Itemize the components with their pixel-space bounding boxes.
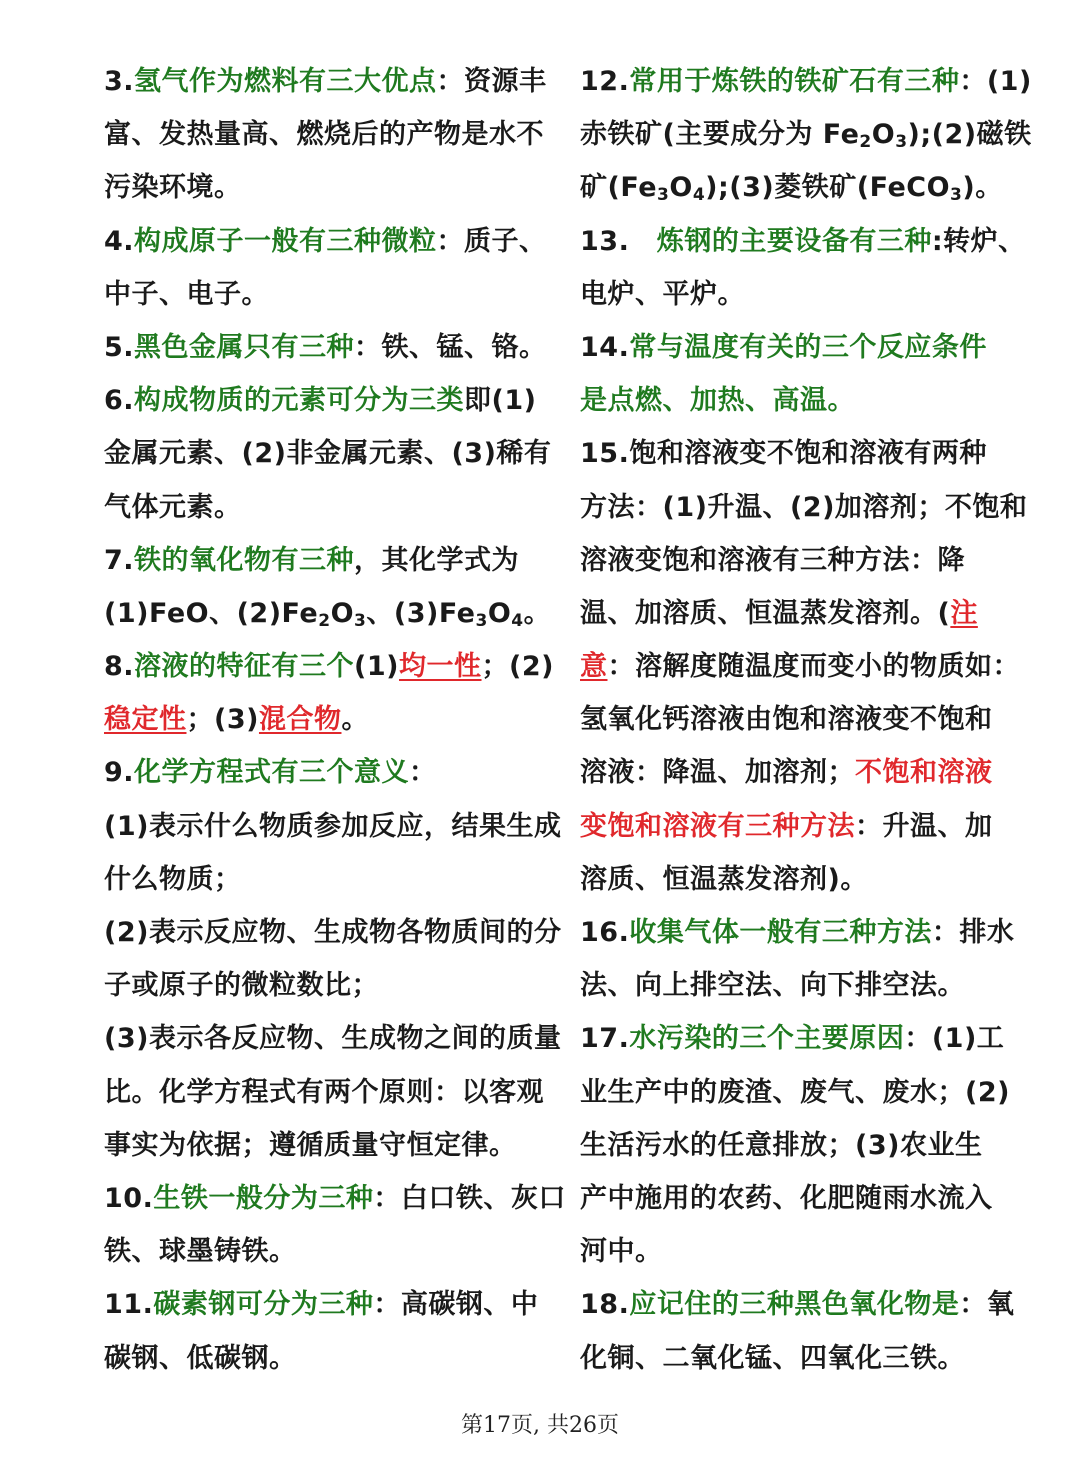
keyword-highlight: 溶液的特征有三个	[134, 651, 355, 683]
text-line	[104, 906, 566, 959]
text-line	[580, 1332, 1030, 1385]
emphasis-red-underlined: 均一性	[399, 651, 482, 683]
item-s17	[580, 1012, 1030, 1278]
text-line	[580, 481, 1030, 534]
text-segment: 方法：(1)升温、(2)加溶剂；不饱和	[580, 491, 1028, 523]
item-s9	[104, 746, 566, 1172]
text-line	[104, 853, 566, 906]
text-segment: 化铜、二氧化锰、四氧化三铁。	[580, 1342, 965, 1374]
text-line	[580, 55, 1030, 108]
emphasis-red-underlined: 注	[950, 597, 978, 629]
emphasis-red: 变饱和溶液有三种方法	[580, 810, 855, 842]
text-segment: 8.	[104, 651, 135, 683]
keyword-highlight: 氢气作为燃料有三大优点	[134, 66, 437, 97]
text-segment: 溶质、恒温蒸发溶剂)。	[580, 863, 868, 895]
text-segment: 溶液：降温、加溶剂；	[580, 757, 855, 789]
text-segment: (2)表示反应物、生成物各物质间的分	[104, 917, 562, 948]
text-segment: 富、发热量高、燃烧后的产物是水不	[104, 119, 544, 151]
subscript: 3	[895, 132, 908, 153]
text-line	[104, 1012, 566, 1065]
text-segment: 温、加溶质、恒温蒸发溶剂。(	[580, 597, 951, 629]
keyword-highlight: 炼钢的主要设备有三种	[656, 225, 932, 257]
text-segment: 13.	[580, 225, 657, 257]
text-line	[104, 215, 566, 268]
text-line	[580, 1278, 1030, 1331]
text-segment: ；(2)	[481, 651, 554, 683]
text-segment: O	[669, 172, 693, 204]
text-line	[104, 640, 566, 693]
text-segment: )。	[962, 172, 1003, 204]
text-segment: 什么物质；	[104, 863, 242, 895]
text-segment: ：	[409, 757, 437, 789]
text-line	[580, 321, 1030, 374]
keyword-highlight: 是点燃、加热、高温。	[580, 385, 855, 417]
text-segment: 气体元素。	[104, 491, 242, 523]
keyword-highlight: 水污染的三个主要原因	[629, 1023, 905, 1055]
text-segment: 9.	[104, 757, 135, 789]
text-line	[104, 959, 566, 1012]
emphasis-red-underlined: 稳定性	[104, 704, 187, 736]
text-segment: 。	[341, 704, 369, 736]
text-line	[104, 587, 566, 640]
text-segment: ：高碳钢、中	[373, 1289, 539, 1321]
text-segment: 12.	[580, 66, 630, 97]
keyword-highlight: 应记住的三种黑色氧化物是	[629, 1289, 960, 1321]
text-segment: 中子、电子。	[104, 278, 269, 310]
text-line	[580, 1066, 1030, 1119]
text-line	[580, 1119, 1030, 1172]
item-s8	[104, 640, 566, 746]
emphasis-red-underlined: 混合物	[258, 704, 342, 736]
text-segment: 河中。	[580, 1236, 663, 1268]
text-line	[580, 1225, 1030, 1278]
item-s12	[580, 55, 1030, 215]
text-line	[104, 374, 566, 427]
text-line	[104, 693, 566, 746]
text-segment: 比。化学方程式有两个原则：以客观	[104, 1076, 544, 1108]
text-line	[104, 1278, 566, 1331]
item-s11	[104, 1278, 566, 1384]
text-segment: O	[330, 597, 355, 629]
subscript: 3	[657, 185, 670, 206]
text-segment: 6.	[104, 385, 135, 417]
text-line	[580, 108, 1030, 161]
text-segment: (1)FeO、(2)Fe	[104, 597, 319, 629]
text-segment: 。	[523, 597, 552, 629]
text-line	[580, 215, 1030, 268]
text-line	[580, 640, 1030, 693]
text-segment: 16.	[580, 917, 630, 948]
text-segment: ：白口铁、灰口	[373, 1182, 566, 1214]
text-segment: :转炉、	[931, 225, 1026, 257]
subscript: 3	[354, 610, 367, 631]
text-line	[580, 161, 1030, 214]
item-s4	[104, 215, 566, 321]
text-segment: ：铁、锰、铬。	[354, 331, 547, 363]
subscript: 2	[859, 132, 872, 153]
text-line	[104, 55, 566, 108]
text-segment: (1)	[354, 651, 400, 683]
text-line	[580, 906, 1030, 959]
text-segment: 5.	[104, 331, 135, 363]
text-segment: 污染环境。	[104, 172, 242, 204]
item-s3	[104, 55, 566, 215]
subscript: 2	[318, 610, 331, 631]
emphasis-red: 不饱和溶液	[855, 757, 993, 789]
text-segment: 碳钢、低碳钢。	[104, 1342, 297, 1374]
text-segment: (1)表示什么物质参加反应，结果生成	[104, 810, 562, 842]
text-segment: 产中施用的农药、化肥随雨水流入	[580, 1182, 993, 1214]
text-segment: 生活污水的任意排放；(3)农业生	[580, 1129, 983, 1161]
text-line	[104, 161, 566, 214]
text-segment: 法、向上排空法、向下排空法。	[580, 970, 965, 1002]
text-line	[580, 427, 1030, 480]
text-segment: 氢氧化钙溶液由饱和溶液变不饱和	[580, 704, 993, 736]
item-s18	[580, 1278, 1030, 1384]
keyword-highlight: 常与温度有关的三个反应条件	[629, 331, 987, 363]
text-segment: 矿(Fe	[580, 172, 658, 204]
text-segment: ：氧	[959, 1289, 1015, 1321]
item-s7	[104, 534, 566, 640]
keyword-highlight: 收集气体一般有三种方法	[629, 917, 932, 948]
text-segment: );(3)菱铁矿(FeCO	[705, 172, 951, 204]
right-column	[580, 55, 1030, 1385]
text-segment: ：升温、加	[855, 810, 993, 842]
text-segment: O	[487, 597, 512, 629]
text-segment: O	[871, 119, 896, 151]
text-segment: 15.饱和溶液变不饱和溶液有两种	[580, 438, 987, 470]
text-segment: 、(3)Fe	[366, 597, 476, 629]
text-line	[104, 1332, 566, 1385]
text-segment: ：溶解度随温度而变小的物质如：	[607, 651, 1020, 683]
keyword-highlight: 常用于炼铁的铁矿石有三种	[629, 66, 960, 97]
text-line	[104, 481, 566, 534]
keyword-highlight: 构成物质的元素可分为三类	[134, 385, 465, 417]
text-segment: ：(1)	[959, 66, 1032, 97]
text-segment: ：(1)工	[904, 1023, 1005, 1055]
keyword-highlight: 化学方程式有三个意义	[134, 757, 410, 789]
keyword-highlight: 构成原子一般有三种微粒	[134, 225, 437, 257]
subscript: 3	[950, 185, 963, 206]
text-segment: ：资源丰	[436, 66, 547, 97]
text-segment: 事实为依据；遵循质量守恒定律。	[104, 1129, 517, 1161]
text-line	[104, 1066, 566, 1119]
text-line	[104, 268, 566, 321]
text-segment: 10.	[104, 1182, 154, 1214]
text-line	[580, 268, 1030, 321]
emphasis-red-underlined: 意	[580, 651, 608, 683]
text-segment: 18.	[580, 1289, 630, 1321]
text-line	[104, 746, 566, 799]
text-segment: 金属元素、(2)非金属元素、(3)稀有	[104, 438, 552, 470]
text-segment: );(2)磁铁	[907, 119, 1032, 151]
text-line	[580, 693, 1030, 746]
text-line	[580, 800, 1030, 853]
subscript: 4	[692, 185, 706, 206]
item-s10	[104, 1172, 566, 1278]
subscript: 4	[511, 610, 524, 631]
text-line	[580, 374, 1030, 427]
keyword-highlight: 碳素钢可分为三种	[153, 1289, 374, 1321]
text-line	[104, 534, 566, 587]
keyword-highlight: 生铁一般分为三种	[153, 1182, 374, 1214]
text-line	[104, 1119, 566, 1172]
text-line	[580, 959, 1030, 1012]
text-line	[580, 1172, 1030, 1225]
text-line	[104, 321, 566, 374]
text-line	[104, 427, 566, 480]
keyword-highlight: 黑色金属只有三种	[134, 331, 355, 363]
item-s5	[104, 321, 566, 374]
text-segment: 子或原子的微粒数比；	[104, 970, 379, 1002]
text-segment: 7.	[104, 544, 135, 576]
text-line	[580, 587, 1030, 640]
item-s6	[104, 374, 566, 534]
text-line	[580, 746, 1030, 799]
item-s13	[580, 215, 1030, 321]
item-s16	[580, 906, 1030, 1012]
text-line	[580, 1012, 1030, 1065]
text-segment: 溶液变饱和溶液有三种方法：降	[580, 544, 965, 576]
text-segment: ，其化学式为	[354, 544, 520, 576]
text-segment: ：排水	[931, 917, 1015, 948]
text-line	[580, 853, 1030, 906]
text-line	[580, 534, 1030, 587]
text-segment: ；(3)	[186, 704, 259, 736]
text-segment: 3.	[104, 66, 135, 97]
text-line	[104, 1172, 566, 1225]
text-line	[104, 1225, 566, 1278]
text-segment: 电炉、平炉。	[580, 278, 745, 310]
text-segment: 即(1)	[464, 385, 537, 417]
text-line	[104, 800, 566, 853]
subscript: 3	[475, 610, 488, 631]
keyword-highlight: 铁的氧化物有三种	[134, 544, 355, 576]
page-number-footer: 第17页, 共26页	[461, 1413, 619, 1438]
text-segment: ：质子、	[436, 225, 547, 257]
text-line	[104, 108, 566, 161]
item-s15	[580, 427, 1030, 906]
text-segment: 4.	[104, 225, 135, 257]
text-segment: 赤铁矿(主要成分为 Fe	[580, 119, 860, 151]
text-segment: (3)表示各反应物、生成物之间的质量	[104, 1023, 562, 1055]
text-segment: 11.	[104, 1289, 154, 1321]
text-segment: 铁、球墨铸铁。	[104, 1236, 297, 1268]
item-s14	[580, 321, 1030, 427]
text-segment: 14.	[580, 331, 630, 363]
text-segment: 业生产中的废渣、废气、废水；(2)	[580, 1076, 1010, 1108]
left-column	[104, 55, 566, 1385]
text-segment: 17.	[580, 1023, 630, 1055]
